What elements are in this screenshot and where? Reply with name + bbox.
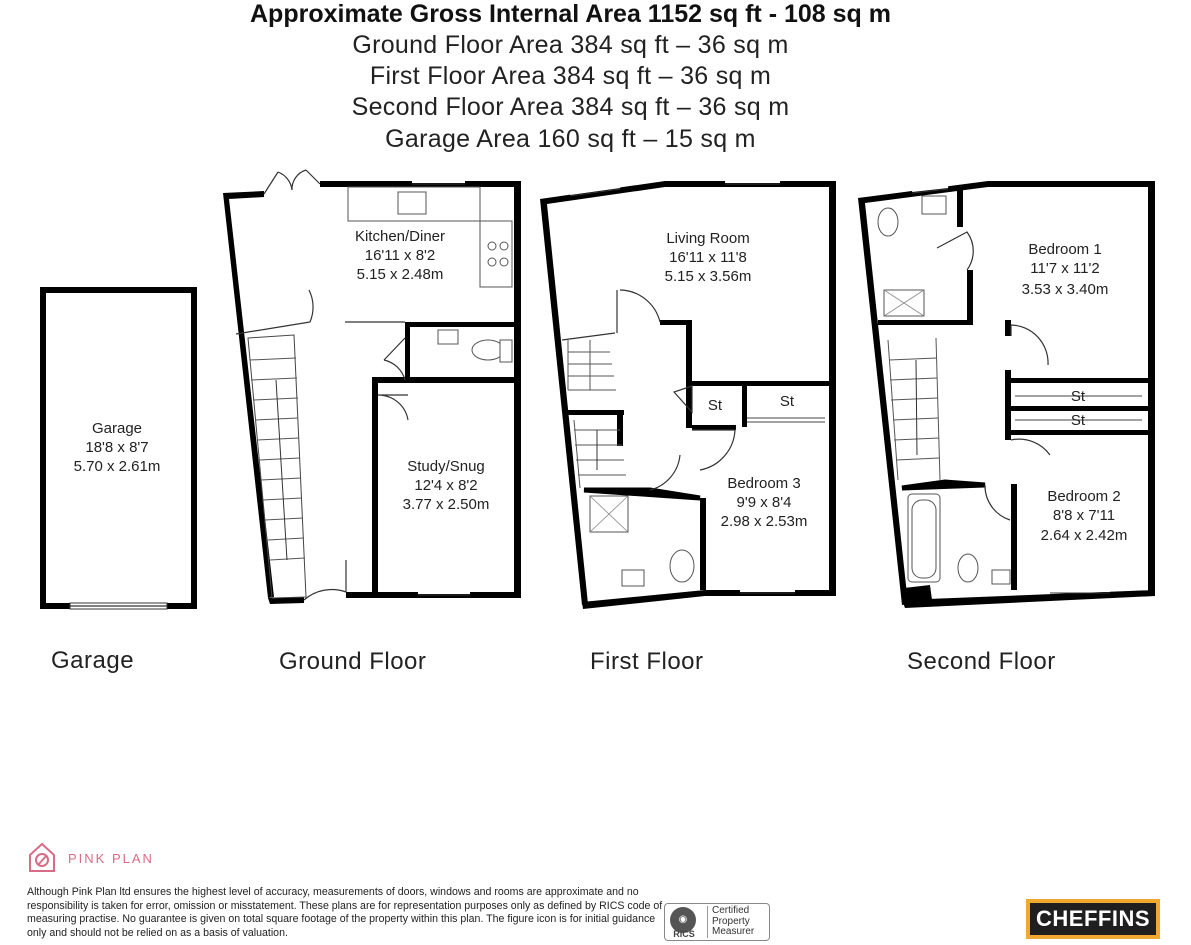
rics-badge-text xyxy=(707,906,754,938)
rics-badge xyxy=(664,903,770,941)
ground-floor-area: Ground Floor Area 384 sq ft – 36 sq m xyxy=(352,31,789,59)
living-room-imperial: 16'11 x 11'8 xyxy=(669,249,747,266)
bedroom2-room-metric: 2.64 x 2.42m xyxy=(1040,527,1128,544)
garage-room-name: Garage xyxy=(91,420,143,437)
ff-store-1-label: St xyxy=(707,397,723,414)
pink-plan-logo-icon xyxy=(26,840,60,876)
second-floor-area: Second Floor Area 384 sq ft – 36 sq m xyxy=(351,93,790,121)
garage-area: Garage Area 160 sq ft – 15 sq m xyxy=(385,125,756,153)
rics-line-2: Property xyxy=(712,915,750,927)
study-room-name: Study/Snug xyxy=(407,458,485,475)
floor-label-garage: Garage xyxy=(51,647,135,674)
bedroom1-room-metric: 3.53 x 3.40m xyxy=(1021,281,1109,298)
floor-label-ground: Ground Floor xyxy=(279,648,427,675)
sf-store-1-label: St xyxy=(1070,388,1086,405)
bedroom3-room-imperial: 9'9 x 8'4 xyxy=(736,494,792,511)
garage-room-imperial: 18'8 x 8'7 xyxy=(85,439,149,456)
floor-label-second: Second Floor xyxy=(907,648,1056,675)
kitchen-room-imperial: 16'11 x 8'2 xyxy=(364,247,436,264)
kitchen-room-name: Kitchen/Diner xyxy=(354,228,446,245)
rics-emblem-icon: ◉ xyxy=(670,907,696,933)
cheffins-logo-text: CHEFFINS xyxy=(1030,903,1156,935)
bedroom2-room-imperial: 8'8 x 7'11 xyxy=(1052,507,1116,524)
bedroom3-room-metric: 2.98 x 2.53m xyxy=(720,513,808,530)
rics-badge-label: RICS xyxy=(673,929,695,939)
living-room-metric: 5.15 x 3.56m xyxy=(664,268,752,285)
study-room-imperial: 12'4 x 8'2 xyxy=(414,477,478,494)
study-room-metric: 3.77 x 2.50m xyxy=(402,496,490,513)
garage-room-metric: 5.70 x 2.61m xyxy=(73,458,161,475)
cheffins-logo xyxy=(1026,899,1160,939)
bedroom1-room-imperial: 11'7 x 11'2 xyxy=(1030,260,1100,277)
pink-plan-brand: PINK PLAN xyxy=(68,851,154,866)
bedroom2-room-name: Bedroom 2 xyxy=(1047,488,1121,505)
kitchen-room-metric: 5.15 x 2.48m xyxy=(356,266,444,283)
disclaimer-text: Although Pink Plan ltd ensures the highest level of accuracy, measurements of doors, windows and rooms are approximate and no responsibility is taken for error, omission or misstatement. These plans are for representation purposes only as defined by RICS code of measuring practise. No guarantee is given on total square footage of the property within this plan. The figure icon is for initial guidance only and should not be relied on as a basis of valuation. xyxy=(27,886,663,939)
ff-store-2-label: St xyxy=(779,393,795,410)
floor-label-first: First Floor xyxy=(590,648,704,675)
sf-store-2-label: St xyxy=(1070,412,1086,429)
rics-line-1: Certified xyxy=(712,905,750,916)
bedroom1-room-name: Bedroom 1 xyxy=(1028,241,1102,258)
rics-line-3: Measurer xyxy=(712,926,755,937)
bedroom3-room-name: Bedroom 3 xyxy=(727,475,801,492)
gross-area-title: Approximate Gross Internal Area 1152 sq ft - 108 sq m xyxy=(250,0,891,28)
living-room-name: Living Room xyxy=(666,230,750,247)
first-floor-area: First Floor Area 384 sq ft – 36 sq m xyxy=(369,62,772,90)
